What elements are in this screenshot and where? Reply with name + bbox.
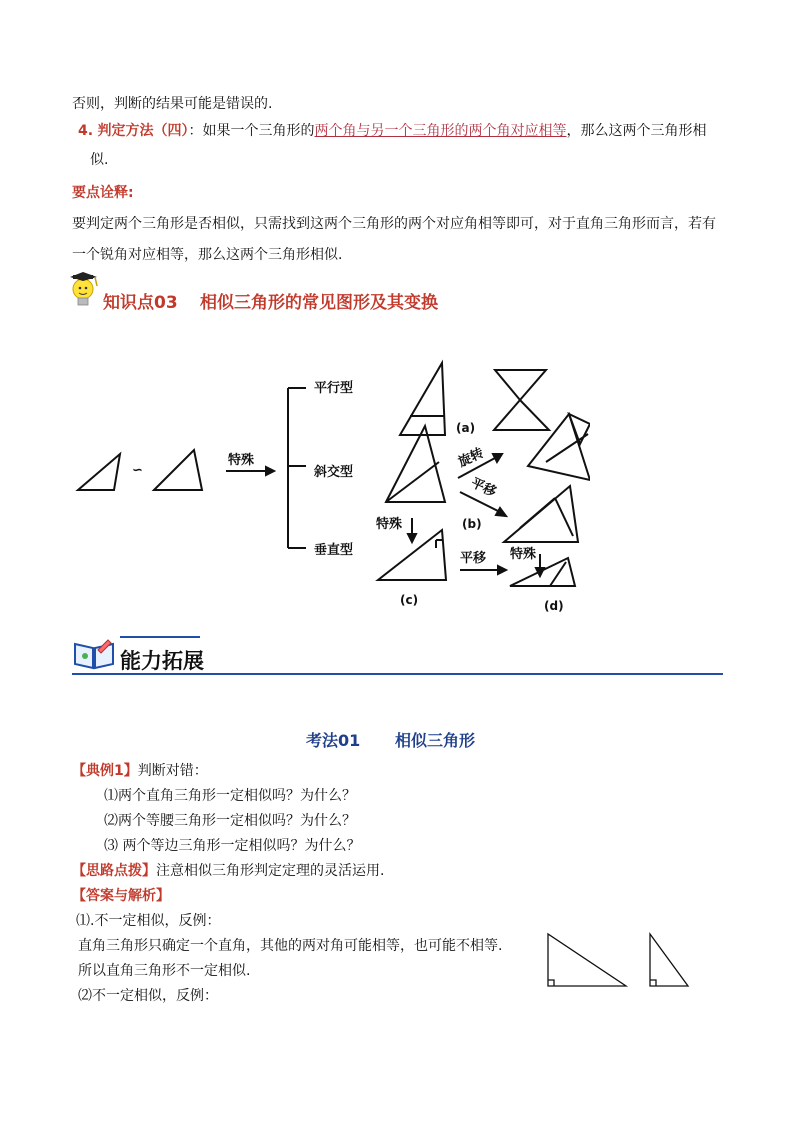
triangle-shape — [154, 450, 202, 490]
special-label: 特殊 — [228, 453, 255, 468]
right-triangle-1 — [548, 934, 626, 986]
special-label-2: 特殊 — [376, 517, 403, 532]
type-oblique: 斜交型 — [314, 465, 354, 480]
type-perpendicular: 垂直型 — [314, 543, 354, 558]
criterion-tail: ，那么这两个三角形相 — [566, 123, 707, 139]
hint-tag: 【思路点拨】 — [72, 863, 156, 879]
section-divider — [72, 673, 723, 675]
question-2: ⑵两个等腰三角形一定相似吗？为什么？ — [104, 813, 356, 829]
triangle-shape — [78, 454, 120, 490]
label-a: (a) — [456, 421, 476, 435]
hint-line — [72, 861, 384, 881]
label-d: (d) — [544, 599, 564, 613]
translate-label-2: 平移 — [460, 551, 487, 566]
label-c: (c) — [400, 593, 419, 607]
label-b: (b) — [462, 517, 482, 531]
question-3: ⑶ 两个等边三角形一定相似吗？为什么？ — [104, 838, 361, 854]
note-title: 要点诠释: — [72, 185, 134, 201]
ability-title-overline — [120, 636, 200, 638]
example-prompt: 判断对错： — [137, 763, 208, 779]
answer-1-line-1: 直角三角形只确定一个直角，其他的两对角可能相等，也可能不相等. — [78, 938, 503, 954]
method-title: 考法01 — [306, 731, 361, 750]
lightbulb-icon — [70, 272, 100, 310]
rotate-label: 旋转 — [456, 445, 487, 471]
hint-text: 注意相似三角形判定定理的灵活运用. — [156, 863, 385, 879]
counterexample-triangles — [540, 928, 700, 992]
book-icon — [72, 636, 116, 670]
answer-tag: 【答案与解析】 — [72, 888, 170, 904]
example-tag: 【典例1】 — [72, 763, 138, 779]
answer-1: ⑴.不一定相似，反例： — [76, 913, 221, 929]
note-line-2: 一个锐角对应相等，那么这两个三角形相似. — [72, 247, 343, 263]
criterion-4-line — [78, 121, 707, 141]
special-label-3: 特殊 — [510, 547, 537, 562]
note-line-1: 要判定两个三角形是否相似，只需找到这两个三角形的两个对应角相等即可，对于直角三角形而言，若有 — [72, 216, 716, 232]
method-subtitle: 相似三角形 — [395, 731, 476, 750]
text-line: 似. — [90, 152, 109, 168]
text-line: 否则，判断的结果可能是错误的. — [72, 96, 273, 112]
similar-triangles-diagram — [70, 358, 590, 618]
criterion-text: ：如果一个三角形的 — [188, 123, 315, 139]
criterion-title: 判定方法（四） — [97, 123, 189, 139]
answer-1-line-2: 所以直角三角形不一定相似. — [78, 963, 251, 979]
answer-2: ⑵不一定相似，反例： — [78, 988, 218, 1004]
knowledge-point-number: 知识点03 — [103, 293, 178, 313]
criterion-underlined: 两个角与另一个三角形的两个角对应相等 — [314, 123, 567, 139]
knowledge-point-title: 相似三角形的常见图形及其变换 — [200, 293, 438, 313]
criterion-number: 4. — [78, 123, 94, 139]
question-1: ⑴两个直角三角形一定相似吗？为什么？ — [104, 788, 356, 804]
right-triangle-2 — [650, 934, 688, 986]
translate-label: 平移 — [468, 475, 499, 501]
ability-title: 能力拓展 — [120, 649, 204, 673]
similar-symbol: ∽ — [132, 463, 143, 478]
type-parallel: 平行型 — [314, 381, 354, 396]
example-line — [72, 761, 208, 781]
